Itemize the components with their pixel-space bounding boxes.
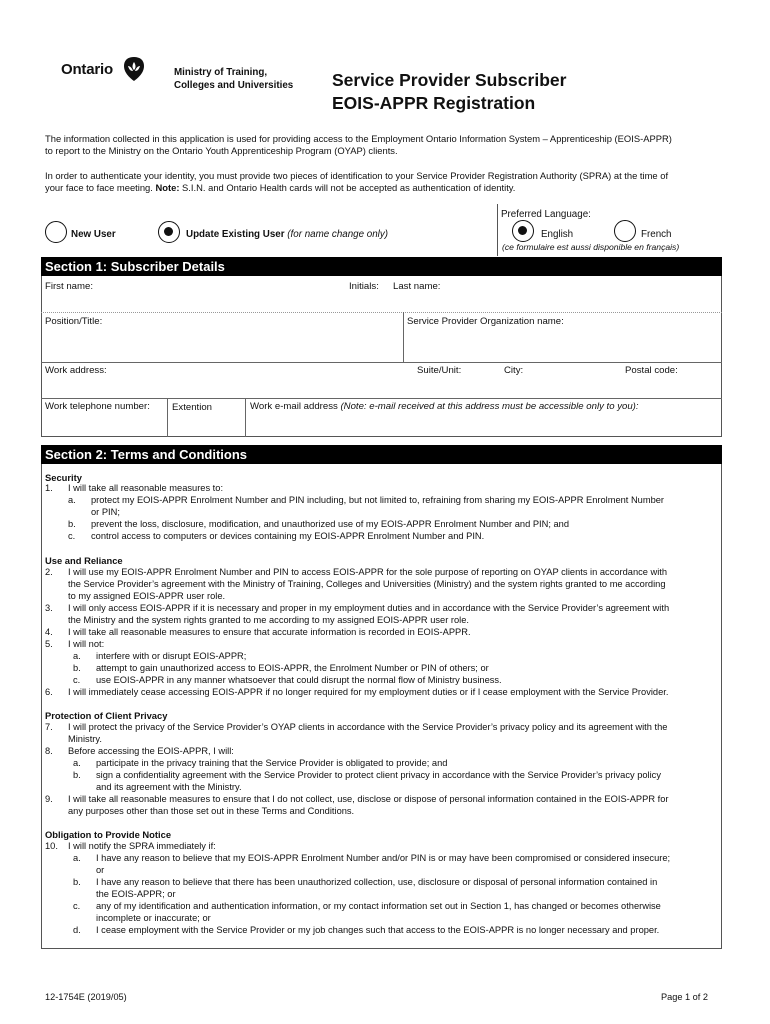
- term-number: b.: [73, 770, 81, 780]
- work-address-label: Work address:: [45, 365, 107, 376]
- extension-label: Extention: [172, 402, 213, 413]
- term-number: 10.: [45, 841, 58, 851]
- term-number: b.: [68, 519, 76, 529]
- term-text: I cease employment with the Service Provider or my job changes such that access to the EOIS-APPR is no longer necessary and proper.: [96, 925, 660, 935]
- term-text: I will take all reasonable measures to:: [68, 483, 224, 493]
- divider: [41, 362, 722, 363]
- term-text: I will use my EOIS-APPR Enrolment Number and PIN to access EOIS-APPR for the sole purpose of reporting on OYAP clients in accordance with: [68, 567, 668, 577]
- term-number: 2.: [45, 567, 53, 577]
- term-number: b.: [73, 663, 81, 673]
- update-user-note: (for name change only): [287, 229, 389, 240]
- term-text: I will not:: [68, 639, 105, 649]
- update-user-radio[interactable]: [158, 221, 180, 243]
- term-text: sign a confidentiality agreement with the Service Provider to protect client privacy in accordance with the Service Provider’s privacy policy: [96, 770, 661, 780]
- intro-paragraph-2: [45, 170, 725, 193]
- page-title: [332, 69, 712, 115]
- ministry-line: Colleges and Universities: [174, 79, 294, 91]
- term-text: use EOIS-APPR in any manner whatsoever that could disrupt the normal flow of Ministry business.: [96, 675, 502, 685]
- divider: [245, 398, 246, 437]
- french-radio[interactable]: [614, 220, 636, 242]
- divider: [403, 312, 404, 362]
- section1-header: Section 1: Subscriber Details: [41, 257, 722, 276]
- term-text: the Service Provider’s agreement with the Ministry of Training, Colleges and Universities (Ministry) and the system rights granted to me according: [68, 579, 666, 589]
- term-text: I will take all reasonable measures to ensure that I do not collect, use, disclose or dispose of personal information contained in the EOIS-APPR for: [68, 794, 669, 804]
- term-text: or: [96, 865, 105, 875]
- form-number: 12-1754E (2019/05): [45, 992, 127, 1002]
- term-text: incomplete or inaccurate; or: [96, 913, 211, 923]
- new-user-label: New User: [71, 229, 116, 240]
- postal-code-label: Postal code:: [625, 365, 678, 376]
- term-number: a.: [73, 651, 81, 661]
- term-number: a.: [73, 758, 81, 768]
- intro-text: your face to face meeting.: [45, 181, 156, 193]
- term-text: Ministry.: [68, 734, 102, 744]
- term-number: a.: [68, 495, 76, 505]
- term-number: a.: [73, 853, 81, 863]
- logo-text: Ontario: [61, 61, 113, 78]
- term-text: I have any reason to believe that there has been unauthorized collection, use, disclosure or disposal of personal information contained in: [96, 877, 658, 887]
- term-text: I will immediately cease accessing EOIS-APPR if no longer required for my employment duties or if I cease employment with the Service Provider.: [68, 687, 669, 697]
- ontario-logo: [61, 57, 145, 83]
- intro-line: In order to authenticate your identity, you must provide two pieces of identification to your Service Provider Registration Authority (SPRA) at the time of: [45, 170, 669, 181]
- term-number: c.: [73, 675, 81, 685]
- intro-paragraph-1: [45, 133, 725, 156]
- term-text: I will take all reasonable measures to ensure that accurate information is recorded in EOIS-APPR.: [68, 627, 471, 637]
- term-number: 4.: [45, 627, 53, 637]
- language-label: Preferred Language:: [501, 209, 591, 220]
- term-number: b.: [73, 877, 81, 887]
- last-name-label: Last name:: [393, 281, 441, 292]
- intro-text: S.I.N. and Ontario Health cards will not be accepted as authentication of identity.: [179, 181, 516, 193]
- privacy-heading: Protection of Client Privacy: [45, 710, 168, 721]
- title-line: EOIS-APPR Registration: [332, 93, 536, 113]
- ministry-line: Ministry of Training,: [174, 67, 268, 78]
- radio-dot: [518, 226, 527, 235]
- term-number: 9.: [45, 794, 53, 804]
- email-label-text: Work e-mail address: [250, 401, 338, 412]
- intro-line: [45, 182, 725, 194]
- term-number: 7.: [45, 722, 53, 732]
- trillium-icon: [124, 57, 144, 81]
- security-heading: Security: [45, 472, 82, 483]
- term-text: to my assigned EOIS-APPR user role.: [68, 591, 226, 601]
- term-text: the EOIS-APPR; or: [96, 889, 176, 899]
- ministry-name: [174, 67, 314, 92]
- section2-header: Section 2: Terms and Conditions: [41, 445, 722, 464]
- notice-heading: Obligation to Provide Notice: [45, 829, 172, 840]
- suite-label: Suite/Unit:: [417, 365, 462, 376]
- note-label: Note:: [155, 181, 180, 193]
- city-label: City:: [504, 365, 524, 376]
- divider: [167, 398, 168, 437]
- english-radio[interactable]: [512, 220, 534, 242]
- term-text: I will only access EOIS-APPR if it is necessary and proper in my employment duties and in accordance with the Service Provider’s agreement with: [68, 603, 670, 613]
- term-text: I will notify the SPRA immediately if:: [68, 841, 216, 851]
- french-label: French: [641, 229, 672, 240]
- term-text: control access to computers or devices containing my EOIS-APPR Enrolment Number and PIN.: [91, 531, 485, 541]
- term-number: c.: [68, 531, 76, 541]
- term-text: or PIN;: [91, 507, 120, 517]
- term-text: interfere with or disrupt EOIS-APPR;: [96, 651, 247, 661]
- term-text: prevent the loss, disclosure, modification, and unauthorized use of my EOIS-APPR Enrolment Number and PIN; and: [91, 519, 569, 529]
- divider: [41, 398, 722, 399]
- org-name-label: Service Provider Organization name:: [407, 316, 564, 327]
- intro-line: to report to the Ministry on the Ontario Youth Apprenticeship Program (OYAP) clients.: [45, 144, 398, 156]
- term-text: participate in the privacy training that the Service Provider is obligated to provide; and: [96, 758, 448, 768]
- page-number: Page 1 of 2: [661, 992, 708, 1002]
- update-user-label: [186, 229, 388, 240]
- term-text: attempt to gain unauthorized access to EOIS-APPR, the Enrolment Number or PIN of others; or: [96, 663, 489, 673]
- divider: [41, 312, 722, 313]
- term-text: protect my EOIS-APPR Enrolment Number and PIN including, but not limited to, refraining from sharing my EOIS-APPR Enrolment Number: [91, 495, 665, 505]
- term-number: 1.: [45, 483, 53, 493]
- term-text: any of my identification and authentication information, or my contact information set out in Section 1, has changed or becomes otherwise: [96, 901, 661, 911]
- section1-box: [41, 276, 722, 437]
- term-text: Before accessing the EOIS-APPR, I will:: [68, 746, 234, 756]
- intro-line: The information collected in this application is used for providing access to the Employment Ontario Information System – Apprenticeship (EOIS-APPR): [45, 133, 672, 144]
- title-line: Service Provider Subscriber: [332, 70, 567, 90]
- term-number: 6.: [45, 687, 53, 697]
- term-text: any purposes other than those set out in these Terms and Conditions.: [68, 806, 355, 816]
- radio-dot: [164, 227, 173, 236]
- term-number: 8.: [45, 746, 53, 756]
- update-user-text: Update Existing User: [186, 229, 285, 240]
- language-note: (ce formulaire est aussi disponible en français): [502, 242, 680, 252]
- new-user-radio[interactable]: [45, 221, 67, 243]
- use-reliance-heading: Use and Reliance: [45, 555, 123, 566]
- email-label: [250, 401, 639, 412]
- term-text: and its agreement with the Ministry.: [96, 782, 242, 792]
- term-number: 3.: [45, 603, 53, 613]
- email-note: (Note: e-mail received at this address must be accessible only to you):: [340, 401, 639, 412]
- term-number: d.: [73, 925, 81, 935]
- term-text: I will protect the privacy of the Service Provider’s OYAP clients in accordance with the Service Provider’s privacy policy and its agreement with the: [68, 722, 668, 732]
- initials-label: Initials:: [349, 281, 379, 292]
- work-phone-label: Work telephone number:: [45, 401, 150, 412]
- term-text: the Ministry and the system rights granted to me according to my assigned EOIS-APPR user role.: [68, 615, 469, 625]
- term-number: c.: [73, 901, 81, 911]
- term-text: I have any reason to believe that my EOIS-APPR Enrolment Number and/or PIN is or may have been compromised or considered insecure;: [96, 853, 671, 863]
- english-label: English: [541, 229, 574, 240]
- term-number: 5.: [45, 639, 53, 649]
- first-name-label: First name:: [45, 281, 93, 292]
- position-label: Position/Title:: [45, 316, 103, 327]
